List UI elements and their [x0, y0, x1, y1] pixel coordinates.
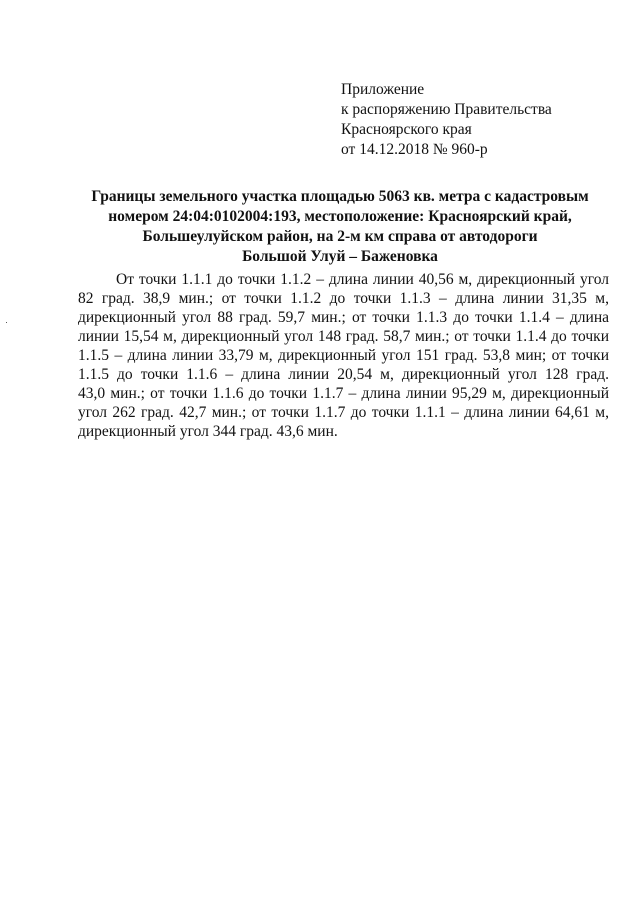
title-line-2: номером 24:04:0102004:193, местоположение: Красноярский край,: [108, 208, 572, 225]
boundary-description: [78, 270, 609, 441]
body-line-7: 43,0 мин.; от точки 1.1.6 до точки 1.1.7 – длина линии 95,29 м, дирекционный: [78, 385, 609, 402]
title-line-1: Границы земельного участка площадью 5063 кв. метра с кадастровым: [91, 188, 589, 205]
title-line-4: Большой Улуй – Баженовка: [242, 248, 438, 265]
body-line-8: угол 262 град. 42,7 мин.; от точки 1.1.7 до точки 1.1.1 – длина линии 64,61 м,: [78, 404, 609, 421]
body-line-5: 1.1.5 – длина линии 33,79 м, дирекционный угол 151 град. 53,8 мин; от точки: [78, 347, 609, 364]
scan-speck: [6, 322, 7, 323]
document-title: [70, 187, 610, 267]
body-line-1: От точки 1.1.1 до точки 1.1.2 – длина линии 40,56 м, дирекционный угол: [116, 271, 609, 288]
body-line-9: дирекционный угол 344 град. 43,6 мин.: [78, 423, 338, 440]
title-line-3: Большеулуйском район, на 2-м км справа от автодороги: [142, 228, 538, 245]
appendix-line-order: к распоряжению Правительства: [341, 101, 552, 118]
appendix-line-date-number: от 14.12.2018 № 960-р: [341, 141, 488, 158]
appendix-block: [341, 80, 611, 160]
appendix-line-region: Красноярского края: [341, 121, 472, 138]
body-line-3: дирекционный угол 88 град. 59,7 мин.; от точки 1.1.3 до точки 1.1.4 – длина: [78, 309, 609, 326]
body-line-2: 82 град. 38,9 мин.; от точки 1.1.2 до точки 1.1.3 – длина линии 31,35 м,: [78, 290, 609, 307]
appendix-line-title: Приложение: [341, 81, 425, 98]
body-line-6: 1.1.5 до точки 1.1.6 – длина линии 20,54 м, дирекционный угол 128 град.: [78, 366, 609, 383]
body-line-4: линии 15,54 м, дирекционный угол 148 град. 58,7 мин.; от точки 1.1.4 до точки: [78, 328, 609, 345]
